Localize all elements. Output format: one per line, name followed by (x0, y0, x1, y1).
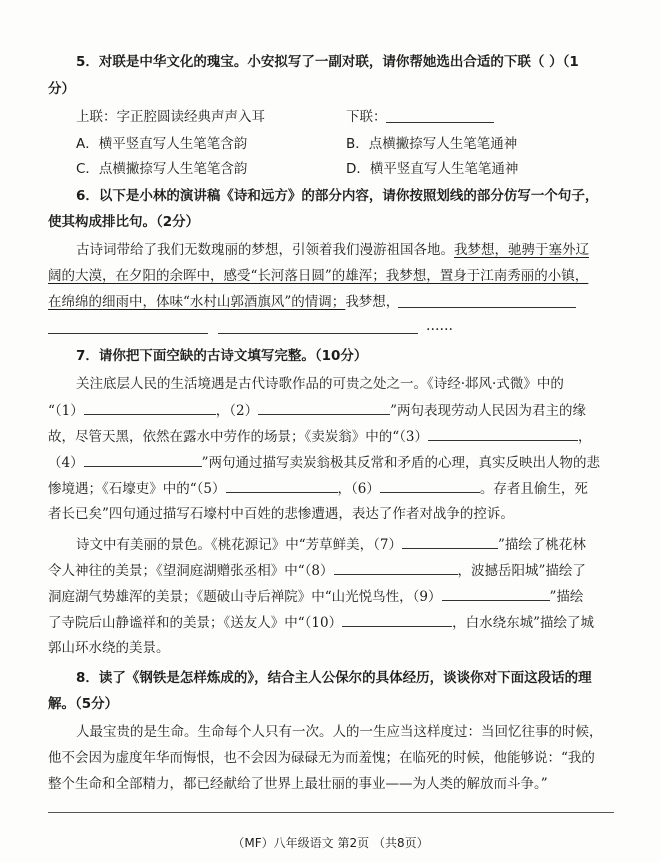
q7-blank-1[interactable] (84, 400, 216, 415)
q7-blank-2[interactable] (258, 400, 390, 415)
q5-lower-couplet-label: 下联： (346, 109, 387, 125)
q7-para1-line4-end: ”两句通过描写卖炭翁极其反常和矛盾的心理，真实反映出人物的悲 (201, 455, 600, 471)
q7-blank4-label: （4） (48, 455, 84, 471)
q7-stem: 7．请你把下面空缺的古诗文填写完整。（10分） (76, 348, 368, 364)
q6-underlined-text-end: 在绵绵的细雨中，体味“水村山郭酒旗风”的情调； (48, 294, 346, 310)
q5-option-d: D．横平竖直写人生笔笔通神 (346, 161, 519, 177)
q7-para2-line3 (48, 586, 583, 607)
q8-quote-line1: 人最宝贵的是生命。生命每个人只有一次。人的一生应当这样度过：当回忆往事的时候， (76, 724, 603, 740)
q8-stem-line2: 解。（5分） (48, 696, 119, 712)
q7-blank8-label: 令人神往的美景；《望洞庭湖赠张丞相》中“（8） (48, 563, 334, 579)
q6-ellipsis: …… (426, 318, 453, 334)
q5-option-a: A．横平竖直写人生笔笔含韵 (76, 136, 248, 152)
q5-option-b: B．点横撇捺写人生笔笔通神 (346, 136, 518, 152)
q7-para1-line4 (48, 452, 600, 473)
q7-blank-6[interactable] (380, 478, 480, 493)
q8-answer-line[interactable] (48, 812, 614, 813)
q6-underlined-text: 我梦想，驰骋于塞外辽 (454, 242, 589, 258)
q7-blank1-label: “（1） (48, 403, 84, 419)
q6-answer-blank-3[interactable] (218, 333, 418, 334)
q7-blank-4[interactable] (84, 452, 202, 467)
q7-blank-8[interactable] (334, 560, 458, 575)
q6-stem-line1: 6．以下是小林的演讲稿《诗和远方》的部分内容，请你按照划线的部分仿写一个句子， (76, 188, 599, 204)
q7-para1-line5 (48, 478, 588, 499)
q7-blank9-label: 洞庭湖气势雄浑的美景；《题破山寺后禅院》中“山光悦鸟性，（9） (48, 589, 442, 605)
q5-stem-line1: 5．对联是中华文化的瑰宝。小安拟写了一副对联，请你帮她选出合适的下联（ ）（1 (76, 54, 579, 70)
q7-para1-line2 (48, 400, 586, 421)
q7-para2-line2-end: ，波撼岳阳城”描绘了 (457, 563, 586, 579)
q7-para2-line1 (76, 534, 586, 555)
q7-blank6-label: ，（6） (337, 481, 380, 497)
q6-passage-line1 (76, 240, 589, 260)
q5-upper-couplet: 上联：字正腔圆读经典声声入耳 (76, 109, 265, 125)
q8-stem-line1: 8．读了《钢铁是怎样炼成的》，结合主人公保尔的具体经历，谈谈你对下面这段话的理 (76, 670, 592, 686)
q7-para1-line6: 者长已矣”四句通过描写石壕村中百姓的悲惨遭遇，表达了作者对战争的控诉。 (48, 506, 514, 522)
q7-para1-line5-end: 。存者且偷生，死 (479, 481, 588, 497)
q7-blank3-label: 故，尽管天黑，依然在露水中劳作的场景；《卖炭翁》中的“（3） (48, 429, 428, 445)
q5-stem-line2: 分） (48, 81, 75, 97)
q6-imitation-start: 我梦想， (345, 294, 400, 310)
q7-blank10-label: 了寺院后山静谧祥和的美景；《送友人》中“（10） (48, 615, 343, 631)
q6-passage-line2: 阔的大漠，在夕阳的余晖中，感受“长河落日圆”的雄浑；我梦想，置身于江南秀丽的小镇， (48, 268, 589, 284)
q7-para1-line3 (48, 426, 592, 447)
q5-option-c: C．点横撇捺写人生笔笔含韵 (76, 161, 248, 177)
q7-blank2-label: ，（2） (215, 403, 259, 419)
q7-blank-9[interactable] (442, 586, 550, 601)
q7-blank-7[interactable] (402, 534, 498, 549)
q7-comma: ， (578, 429, 592, 445)
q7-para2-line3-end: ”描绘 (549, 589, 584, 605)
q8-quote-line2: 他不会因为虚度年华而悔恨，也不会因为碌碌无为而羞愧；在临死的时候，他能够说：“我的 (48, 750, 595, 766)
q7-blank5-label: 惨境遇；《石壕吏》中的“（5） (48, 481, 226, 497)
page-footer: （MF）八年级语文 第2页 （共8页） (232, 836, 429, 850)
q5-lower-blank (386, 122, 494, 123)
q7-para2-line4-end: ，白水绕东城”描绘了城 (452, 615, 594, 631)
q7-blank-10[interactable] (342, 612, 452, 627)
q7-para2-line4 (48, 612, 594, 633)
q6-answer-blank-2[interactable] (48, 333, 208, 334)
q8-quote-line3: 整个生命和全部精力，都已经献给了世界上最壮丽的事业——为人类的解放而斗争。” (48, 776, 548, 792)
q7-para1-line1: 关注底层人民的生活境遇是古代诗歌作品的可贵之处之一。《诗经·邶风·式微》中的 (76, 376, 564, 392)
q7-para2-line5: 郭山环水绕的美景。 (48, 640, 170, 656)
q7-para2-line2 (48, 560, 586, 581)
q7-para2-line1-end: ”描绘了桃花林 (498, 537, 586, 553)
q7-blank7-label: 诗文中有美丽的景色。《桃花源记》中“芳草鲜美，（7） (76, 537, 402, 553)
q6-answer-blank-1[interactable] (398, 307, 576, 308)
q7-para1-line2-end: ”两句表现劳动人民因为君主的缘 (390, 403, 586, 419)
q7-blank-5[interactable] (226, 478, 338, 493)
q6-passage-line3 (48, 292, 399, 312)
q6-stem-line2: 使其构成排比句。（2分） (48, 214, 200, 230)
q7-blank-3[interactable] (428, 426, 578, 441)
q6-passage-text: 古诗词带给了我们无数瑰丽的梦想，引领着我们漫游祖国各地。 (76, 242, 454, 258)
